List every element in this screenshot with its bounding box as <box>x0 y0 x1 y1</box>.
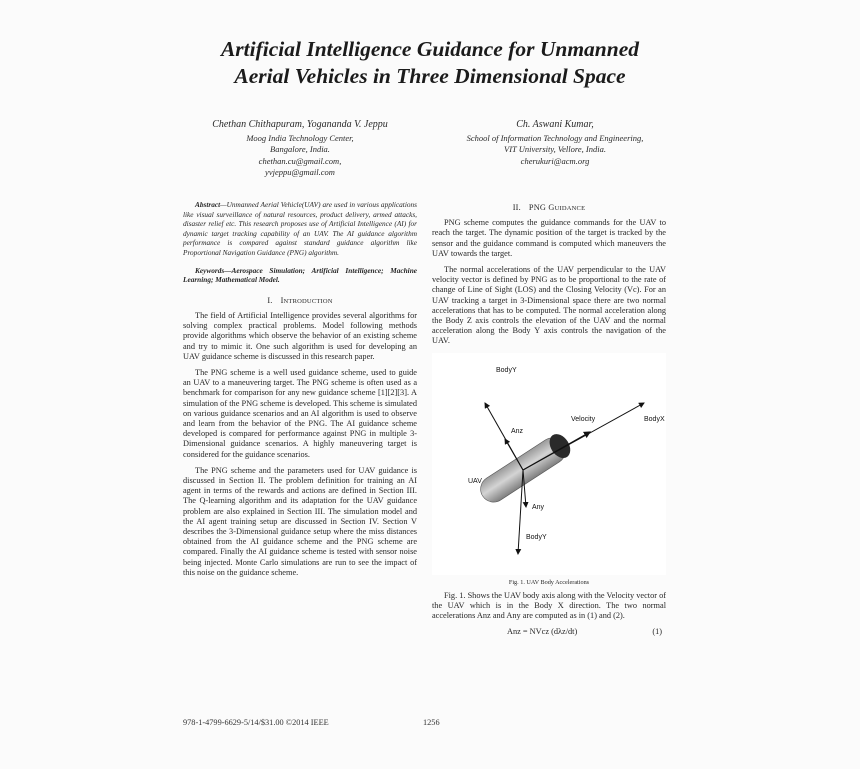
author-affiliation-location: Bangalore, India. <box>270 144 330 154</box>
section-title-rest: UIDANCE <box>554 205 586 212</box>
abstract-label: Abstract <box>195 200 221 209</box>
paragraph: The normal accelerations of the UAV perpendicular to the UAV velocity vector is defined by PNG as to be proportional to the rate of change of Line of Sight (LOS) and the Closing Velocity (Vc). For an UAV tracking a target in 3-Dimensional space there are two normal accelerations that has to be computed. The normal acceleration along the Body Z axis controls the elevation of the UAV and the normal acceleration along the Body Y axis controls the navigation of the UAV. <box>432 265 666 346</box>
label-body-y-bottom: BodyY <box>526 533 547 541</box>
label-body-x: BodyX <box>644 415 665 423</box>
author-affiliation: Moog India Technology Center, <box>246 132 354 143</box>
author-email: yvjeppu@gmail.com <box>265 167 335 177</box>
figure-caption: Fig. 1. UAV Body Accelerations <box>508 578 590 586</box>
left-column <box>183 200 417 584</box>
label-any: Any <box>532 503 545 511</box>
section-number: I. <box>267 295 273 305</box>
figure-uav-body-accelerations <box>432 353 666 586</box>
title-line-2: Aerial Vehicles in Three Dimensional Space <box>234 64 626 88</box>
author-email: chethan.cu@gmail.com, <box>258 155 342 166</box>
paragraph: Fig. 1. Shows the UAV body axis along with the Velocity vector of the UAV which is in the Body X direction. The two normal accelerations Anz and Any are computed as in (1) and (2). <box>432 590 666 621</box>
title-line-1: Artificial Intelligence Guidance for Unmanned <box>220 37 640 61</box>
section-title-g: G <box>548 203 555 212</box>
label-uav: UAV <box>468 477 482 485</box>
uav-diagram <box>432 353 666 575</box>
author-email: cherukuri@acm.org <box>520 155 590 166</box>
author-block-left <box>195 119 405 179</box>
equation-text: Anz = NVcz (dλz/dt) <box>507 627 578 637</box>
paragraph: The PNG scheme and the parameters used for UAV guidance is discussed in Section II. The problem definition for training an AI agent in terms of the rewards and actions are defined in Section III. The Q-learning algorithm and its adaptation for the UAV guidance problem are also explained in Section III. The simulation model and the AI agent training setup are discussed in Section IV. Section V describes the 3-Dimensional guidance setup where the miss distances obtained from the AI guidance scheme and the PNG scheme are compared. Finally the AI guidance scheme is tested with sensor noise being injected. Monte Carlo simulations are run to see the impact of this noise on the guidance scheme. <box>183 465 417 577</box>
author-block-right <box>445 119 665 167</box>
label-body-y-top: BodyY <box>496 366 517 374</box>
section-heading-png-guidance <box>432 203 666 214</box>
section-title-initial: PNG <box>528 203 547 212</box>
section-number: II. <box>512 203 521 212</box>
abstract-text: —Unmanned Aerial Vehicle(UAV) are used in various applications like visual surveillance of natural resources, product delivery, armed attacks, disaster relief etc. This research proposes use of Artificial Intelligence (AI) for dynamic target tracking capability of an UAV. The AI guidance algorithm performance is compared against standard guidance algorithm like Proportional Navigation Guidance (PNG) algorithm. <box>183 200 417 257</box>
section-title-initial: I <box>280 295 284 305</box>
paper-title <box>130 36 730 90</box>
footer-copyright: 978-1-4799-6629-5/14/$31.00 ©2014 IEEE <box>183 718 329 727</box>
equation-number: (1) <box>652 627 662 637</box>
author-affiliation-location: VIT University, Vellore, India. <box>504 144 606 154</box>
page-number: 1256 <box>423 718 440 727</box>
author-names: Chethan Chithapuram, Yogananda V. Jeppu <box>212 119 388 130</box>
label-velocity: Velocity <box>571 415 596 423</box>
author-names: Ch. Aswani Kumar, <box>516 119 594 130</box>
section-heading-introduction <box>183 296 417 307</box>
paragraph: The PNG scheme is a well used guidance scheme, used to guide an UAV to a maneuvering target. The PNG scheme is often used as a benchmark for comparison for any new guidance scheme [1][2][3]. A simulation of the PNG scheme is developed. This scheme is simulated on various guidance scenarios and an AI algorithm is used to observe and learn from the behavior of the PNG. The AI guidance scheme developed is compared for performance against PNG in multiple 3-Dimensional guidance scenarios. A highly maneuvering target is considered for the guidance scenarios. <box>183 367 417 459</box>
paragraph: PNG scheme computes the guidance commands for the UAV to reach the target. The dynamic position of the target is tracked by the sensor and the guidance command is computed which maneuvers the UAV towards the target. <box>432 218 666 258</box>
right-column <box>432 203 666 637</box>
paragraph: The field of Artificial Intelligence provides several algorithms for solving complex practical problems. Model following methods provide algorithms which observe the behavior of an existing scheme and try to mimic it. One such algorithm is used for developing an UAV guidance scheme is discussed in this research paper. <box>183 310 417 361</box>
keywords: Keywords—Aerospace Simulation; Artificial Intelligence; Machine Learning; Mathematical Model. <box>183 265 417 285</box>
equation-1 <box>432 627 666 637</box>
section-title-rest: NTRODUCTION <box>283 297 333 305</box>
author-affiliation: School of Information Technology and Engineering, <box>466 132 644 143</box>
abstract <box>183 200 417 258</box>
label-anz: Anz <box>511 427 524 435</box>
